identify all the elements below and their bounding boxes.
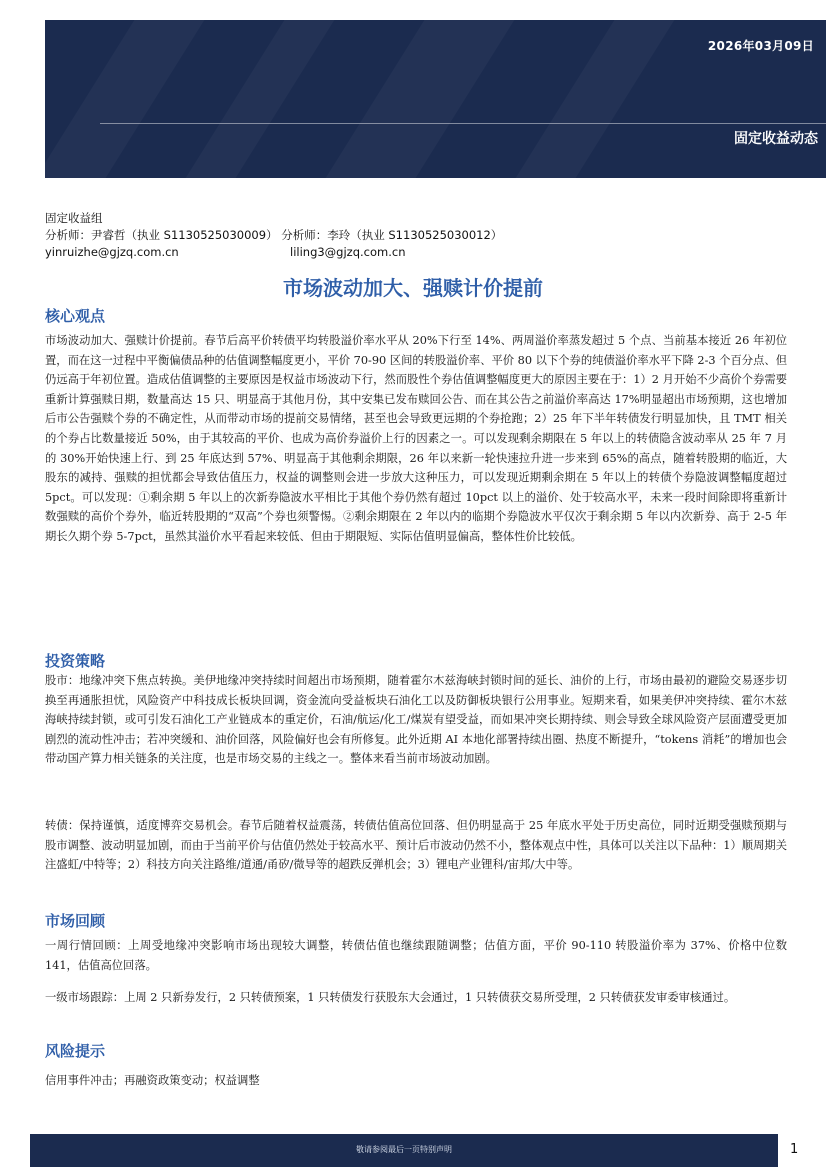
strategy-paragraph-cb: 转债：保持谨慎，适度博弈交易机会。春节后随着权益震荡，转债估值高位回落、但仍明显高于 25 年底水平处于历史高位，同时近期受强赎预期与股市调整、波动明显加剧，而由于当前平价与估值仍然处于较高水平、预计后市波动仍然不小，整体观点中性，具体可以关注以下品种：1）顺周期关注盛虹/中特等；2）科技方向关注路维/道通/甬矽/微导等的超跌反弹机会；3）锂电产业锂科/宙邦/大中等。 [45, 819, 787, 872]
strategy-paragraph-stock: 股市：地缘冲突下焦点转换。美伊地缘冲突持续时间超出市场预期，随着霍尔木兹海峡封锁时间的延长、油价的上行，市场由最初的避险交易逐步切换至再通胀担忧，风险资产中科技成长板块回调，资金流向受益板块石油化工以及防御板块银行公用事业。短期来看，如果美伊冲突持续、霍尔木兹海峡持续封锁，或可引发石油化工产业链成本的重定价，石油/航运/化工/煤炭有望受益，而如果冲突长期持续、则会导致全球风险资产层面遭受更加剧烈的流动性冲击；若冲突缓和、油价回落，风险偏好也会有所修复。此外近期 AI 本地化部署持续出圈、热度不断提升，“tokens 消耗”的增加也会带动国产算力相关链条的关注度，也是市场交易的主线之一。整体来看当前市场波动加剧。 [45, 674, 787, 766]
author-group: 固定收益组 [45, 211, 103, 225]
report-header-banner [45, 20, 826, 178]
banner-decoration [186, 20, 335, 178]
author-email-1[interactable]: yinruizhe@gjzq.com.cn [45, 245, 179, 259]
report-date: 2026年03月09日 [707, 39, 814, 53]
core-paragraph: 市场波动加大、强赎计价提前。春节后高平价转债平均转股溢价率水平从 20%下行至 14%、两周溢价率蒸发超过 5 个点、当前基本接近 26 年初位置，而在这一过程中平衡偏债品种的估值调整幅度更小，平价 70-90 区间的转股溢价率、平价 80 以下个券的纯债溢价率水平下降 2-3 个百分点、但仍远高于年初位置。造成估值调整的主要原因是权益市场波动下行，然而股性个券估值调整幅度更大的原因主要在于：1）2 月开始不少高价个券需要重新计算强赎日期，数量高达 15 只、明显高于其他月份，其中安集已发布赎回公告、而在其公告之前溢价率高达 17%明显超出市场预期，这也增加后市公告强赎个券的不确定性，从而带动市场的提前交易情绪，甚至也会导致更远期的个券抢跑；2）25 年下半年转债发行明显加快，且 TMT 相关的个券占比数量接近 50%，由于其较高的平价、也成为高价券溢价上行的因素之一。可以发现剩余期限在 5 年以上的转债隐含波动率从 25 年 7 月的 30%开始快速上行、到 25 年底达到 57%、明显高于其他剩余期限，26 年以来新一轮快速拉升进一步来到 65%的高点，随着转股期的临近，大股东的减持、强赎的担忧都会导致估值压力，权益的调整则会进一步放大这种压力，可以发现近期剩余期在 5 年以上的转债个券隐波调整幅度超过 5pct。可以发现：①剩余期 5 年以上的次新券隐波水平相比于其他个券仍然有超过 10pct 以上的溢价、处于较高水平，未来一段时间除即将重新计数强赎的高价个券外，临近转股期的“双高”个券也须警惕。②剩余期限在 2 年以内的临期个券隐波水平仅次于剩余期 5 年以内次新券、高于 2-5 年期长久期个券 5-7pct，虽然其溢价水平看起来较低、但由于期限短、实际估值明显偏高，整体性价比较低。 [45, 334, 787, 543]
review-paragraph-weekly: 一周行情回顾：上周受地缘冲突影响市场出现较大调整，转债估值也继续跟随调整；估值方面，平价 90-110 转股溢价率为 37%、价格中位数 141，估值高位回落。 [45, 939, 787, 972]
section-heading-strategy: 投资策略 [45, 652, 106, 670]
author-email-2[interactable]: liling3@gjzq.com.cn [290, 245, 406, 259]
report-title: 市场波动加大、强赎计价提前 [283, 276, 543, 300]
section-heading-risk: 风险提示 [45, 1042, 106, 1060]
review-paragraph-primary: 一级市场跟踪：上周 2 只新券发行，2 只转债预案，1 只转债发行获股东大会通过，1 只转债获交易所受理，2 只转债获发审委审核通过。 [45, 991, 736, 1004]
footer-bar [30, 1134, 778, 1167]
footer-disclaimer-note: 敬请参阅最后一页特别声明 [356, 1145, 452, 1154]
section-heading-core: 核心观点 [45, 307, 106, 325]
banner-decoration [45, 20, 204, 178]
banner-decoration [516, 20, 675, 178]
banner-decoration [326, 20, 515, 178]
author-line: 分析师：尹睿哲（执业 S1130525030009） 分析师：李玲（执业 S1130525030012） [45, 228, 503, 242]
page-number: 1 [790, 1142, 799, 1157]
risk-paragraph: 信用事件冲击；再融资政策变动；权益调整 [45, 1074, 260, 1087]
section-heading-review: 市场回顾 [45, 912, 106, 930]
report-type: 固定收益动态 [734, 131, 818, 147]
banner-divider [100, 123, 826, 124]
